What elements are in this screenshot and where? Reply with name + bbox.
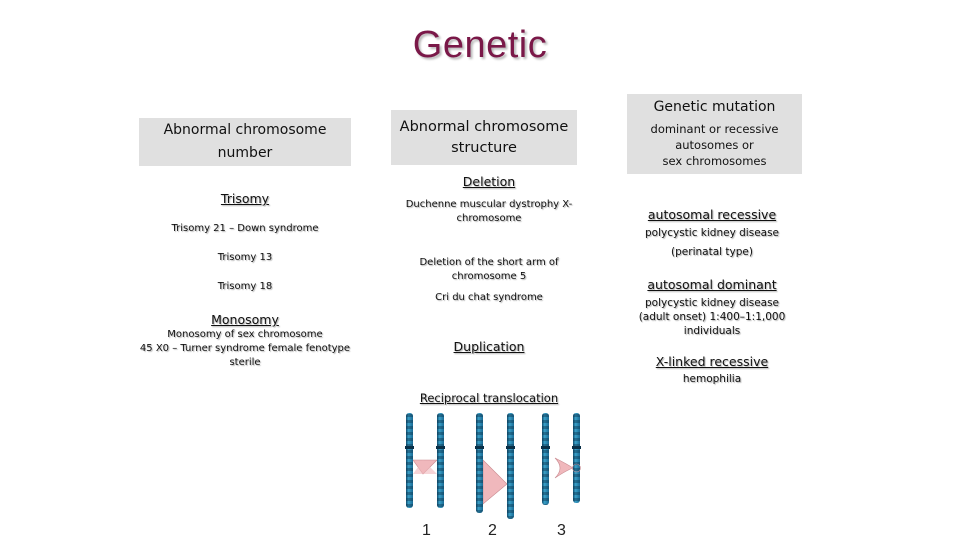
figure-number-1: 1 bbox=[422, 522, 431, 539]
x-linked-heading: X-linked recessive bbox=[655, 354, 769, 369]
autosomal-dominant-line-3: individuals bbox=[683, 325, 741, 337]
monosomy-line-2: 45 X0 – Turner syndrome female fenotype bbox=[139, 343, 351, 354]
trisomy-heading: Trisomy bbox=[220, 191, 270, 206]
genetic-mutation-title: Genetic mutation bbox=[653, 99, 776, 115]
chromosome-pair-2 bbox=[475, 413, 515, 519]
deletion-heading: Deletion bbox=[462, 174, 516, 189]
genetic-mutation-sub-2: autosomes or bbox=[675, 138, 754, 152]
deletion-item-dmd: Duchenne muscular dystrophy X-chromosome bbox=[405, 199, 573, 224]
genetic-mutation-sub-1: dominant or recessive bbox=[650, 122, 779, 136]
trisomy-21-item: Trisomy 21 – Down syndrome bbox=[171, 223, 319, 234]
autosomal-recessive-heading: autosomal recessive bbox=[647, 207, 777, 222]
chromosome-pair-3 bbox=[541, 413, 581, 505]
figure-number-3: 3 bbox=[557, 522, 566, 539]
duplication-heading: Duplication bbox=[453, 339, 525, 354]
monosomy-heading: Monosomy bbox=[211, 312, 279, 327]
monosomy-line-3: sterile bbox=[229, 357, 261, 368]
deletion-item-chr5: Deletion of the short arm of chromosome 5 bbox=[419, 257, 559, 282]
genetic-mutation-header bbox=[627, 94, 802, 174]
genetic-mutation-sub-3: sex chromosomes bbox=[662, 154, 767, 168]
autosomal-dominant-line-1: polycystic kidney disease bbox=[644, 297, 780, 309]
autosomal-dominant-line-2: (adult onset) 1:400–1:1,000 bbox=[638, 311, 786, 323]
chromosome-pair-1 bbox=[405, 413, 445, 508]
figure-number-2: 2 bbox=[488, 522, 497, 539]
deletion-item-cri-du-chat: Cri du chat syndrome bbox=[435, 292, 543, 303]
autosomal-recessive-line-2: (perinatal type) bbox=[671, 246, 753, 258]
x-linked-line-1: hemophilia bbox=[682, 373, 742, 385]
chromosome-number-header bbox=[139, 118, 351, 166]
page-title: Genetic bbox=[412, 24, 548, 66]
translocation-heading: Reciprocal translocation bbox=[419, 391, 559, 405]
autosomal-dominant-heading: autosomal dominant bbox=[647, 277, 777, 292]
trisomy-18-item: Trisomy 18 bbox=[217, 281, 273, 292]
trisomy-13-item: Trisomy 13 bbox=[217, 252, 273, 263]
monosomy-line-1: Monosomy of sex chromosome bbox=[167, 329, 323, 340]
chromosome-structure-header-text: Abnormal chromosome structure bbox=[399, 118, 569, 156]
autosomal-recessive-line-1: polycystic kidney disease bbox=[644, 227, 780, 239]
translocation-figure bbox=[395, 408, 595, 538]
chromosome-structure-header bbox=[391, 110, 577, 165]
chromosome-number-header-text: Abnormal chromosome number bbox=[163, 122, 327, 161]
